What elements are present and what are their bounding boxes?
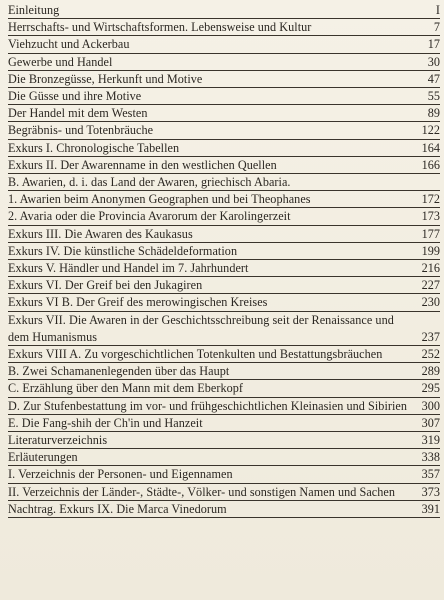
toc-entry-title: Viehzucht und Ackerbau	[8, 37, 130, 52]
table-of-contents	[8, 2, 440, 518]
toc-entry-page: 173	[421, 209, 440, 224]
toc-entry-page: 47	[427, 71, 440, 86]
toc-entry-title: Erläuterungen	[8, 450, 78, 465]
toc-entry-page: 237	[421, 329, 440, 344]
toc-entry	[8, 346, 440, 363]
toc-entry-title: B. Awarien, d. i. das Land der Awaren, griechisch Abaria.	[8, 175, 291, 190]
toc-entry-title: Begräbnis- und Totenbräuche	[8, 123, 154, 138]
toc-entry-page: 227	[421, 278, 440, 293]
toc-entry-page: I	[435, 3, 440, 17]
toc-entry-page: 373	[421, 484, 440, 499]
toc-entry-page: 300	[421, 398, 440, 413]
toc-entry	[8, 208, 440, 225]
toc-entry-title: Die Güsse und ihre Motive	[8, 89, 142, 104]
toc-entry-page: 7	[433, 20, 440, 35]
toc-entry-title: Nachtrag. Exkurs IX. Die Marca Vinedorum	[8, 501, 227, 516]
toc-entry-page: 319	[421, 433, 440, 448]
toc-entry-page: 295	[421, 381, 440, 396]
toc-entry-title: Exkurs VIII A. Zu vorgeschichtlichen Totenkulten und Bestattungsbräuchen	[8, 347, 383, 362]
toc-entry-title: Exkurs VI. Der Greif bei den Jukagiren	[8, 278, 203, 293]
toc-entry-title: Gewerbe und Handel	[8, 54, 113, 69]
toc-entry	[8, 432, 440, 449]
toc-entry-title: Exkurs I. Chronologische Tabellen	[8, 140, 180, 155]
toc-entry	[8, 312, 440, 346]
toc-entry-page: 357	[421, 467, 440, 482]
toc-entry	[8, 277, 440, 294]
toc-entry	[8, 260, 440, 277]
toc-entry-title: Exkurs VII. Die Awaren in der Geschichtsschreibung seit der Renaissance und dem Humanismus	[8, 312, 394, 344]
toc-entry	[8, 380, 440, 397]
toc-entry	[8, 54, 440, 71]
toc-entry-title: B. Zwei Schamanenlegenden über das Haupt	[8, 364, 230, 379]
toc-entry	[8, 36, 440, 53]
toc-entry-title: E. Die Fang-shih der Ch'in und Hanzeit	[8, 415, 203, 430]
toc-entry	[8, 88, 440, 105]
toc-entry-page: 230	[421, 295, 440, 310]
toc-entry	[8, 71, 440, 88]
toc-entry	[8, 2, 440, 19]
toc-entry-page: 164	[421, 140, 440, 155]
toc-entry-page: 172	[421, 192, 440, 207]
toc-entry-title: Der Handel mit dem Westen	[8, 106, 148, 121]
toc-entry-page: 307	[421, 415, 440, 430]
toc-entry-title: 2. Avaria oder die Provincia Avarorum der Karolingerzeit	[8, 209, 291, 224]
toc-entry-page: 289	[421, 364, 440, 379]
toc-entry-page: 216	[421, 261, 440, 276]
toc-entry-page: 177	[421, 226, 440, 241]
toc-entry-title: Exkurs VI B. Der Greif des merowingischen Kreises	[8, 295, 268, 310]
toc-entry-title: D. Zur Stufenbestattung im vor- und frühgeschichtlichen Kleinasien und Sibirien	[8, 398, 408, 413]
toc-entry-title: Exkurs III. Die Awaren des Kaukasus	[8, 226, 193, 241]
toc-entry-title: II. Verzeichnis der Länder-, Städte-, Völker- und sonstigen Namen und Sachen	[8, 484, 395, 499]
toc-entry	[8, 157, 440, 174]
toc-entry-title: Exkurs IV. Die künstliche Schädeldeformation	[8, 243, 238, 258]
toc-entry-page: 199	[421, 243, 440, 258]
toc-entry	[8, 122, 440, 139]
toc-entry	[8, 449, 440, 466]
toc-entry-page: 122	[421, 123, 440, 138]
toc-entry	[8, 501, 440, 518]
toc-entry-title: I. Verzeichnis der Personen- und Eigennamen	[8, 467, 233, 482]
toc-entry-page: 252	[421, 347, 440, 362]
toc-entry-title: Literaturverzeichnis	[8, 433, 108, 448]
toc-entry-page: 55	[427, 89, 440, 104]
toc-entry	[8, 466, 440, 483]
toc-entry	[8, 105, 440, 122]
toc-entry	[8, 398, 440, 415]
toc-entry-page: 89	[427, 106, 440, 121]
toc-entry	[8, 484, 440, 501]
toc-entry	[8, 415, 440, 432]
toc-entry-title: 1. Awarien beim Anonymen Geographen und bei Theophanes	[8, 192, 311, 207]
toc-entry	[8, 19, 440, 36]
toc-entry	[8, 243, 440, 260]
toc-entry	[8, 140, 440, 157]
toc-entry-page: 338	[421, 450, 440, 465]
toc-entry-page: 30	[427, 54, 440, 69]
toc-entry	[8, 191, 440, 208]
toc-entry-page: 391	[421, 501, 440, 516]
toc-entry	[8, 294, 440, 311]
toc-entry-page: 166	[421, 157, 440, 172]
toc-entry-title: Einleitung	[8, 3, 60, 17]
toc-entry-title: C. Erzählung über den Mann mit dem Eberkopf	[8, 381, 244, 396]
toc-entry	[8, 363, 440, 380]
toc-entry-page: 17	[427, 37, 440, 52]
toc-entry-title: Die Bronzegüsse, Herkunft und Motive	[8, 71, 203, 86]
toc-entry	[8, 226, 440, 243]
toc-entry-title: Exkurs V. Händler und Handel im 7. Jahrhundert	[8, 261, 249, 276]
toc-entry-title: Herrschafts- und Wirtschaftsformen. Lebensweise und Kultur	[8, 20, 312, 35]
toc-entry-title: Exkurs II. Der Awarenname in den westlichen Quellen	[8, 157, 277, 172]
toc-entry	[8, 174, 440, 191]
